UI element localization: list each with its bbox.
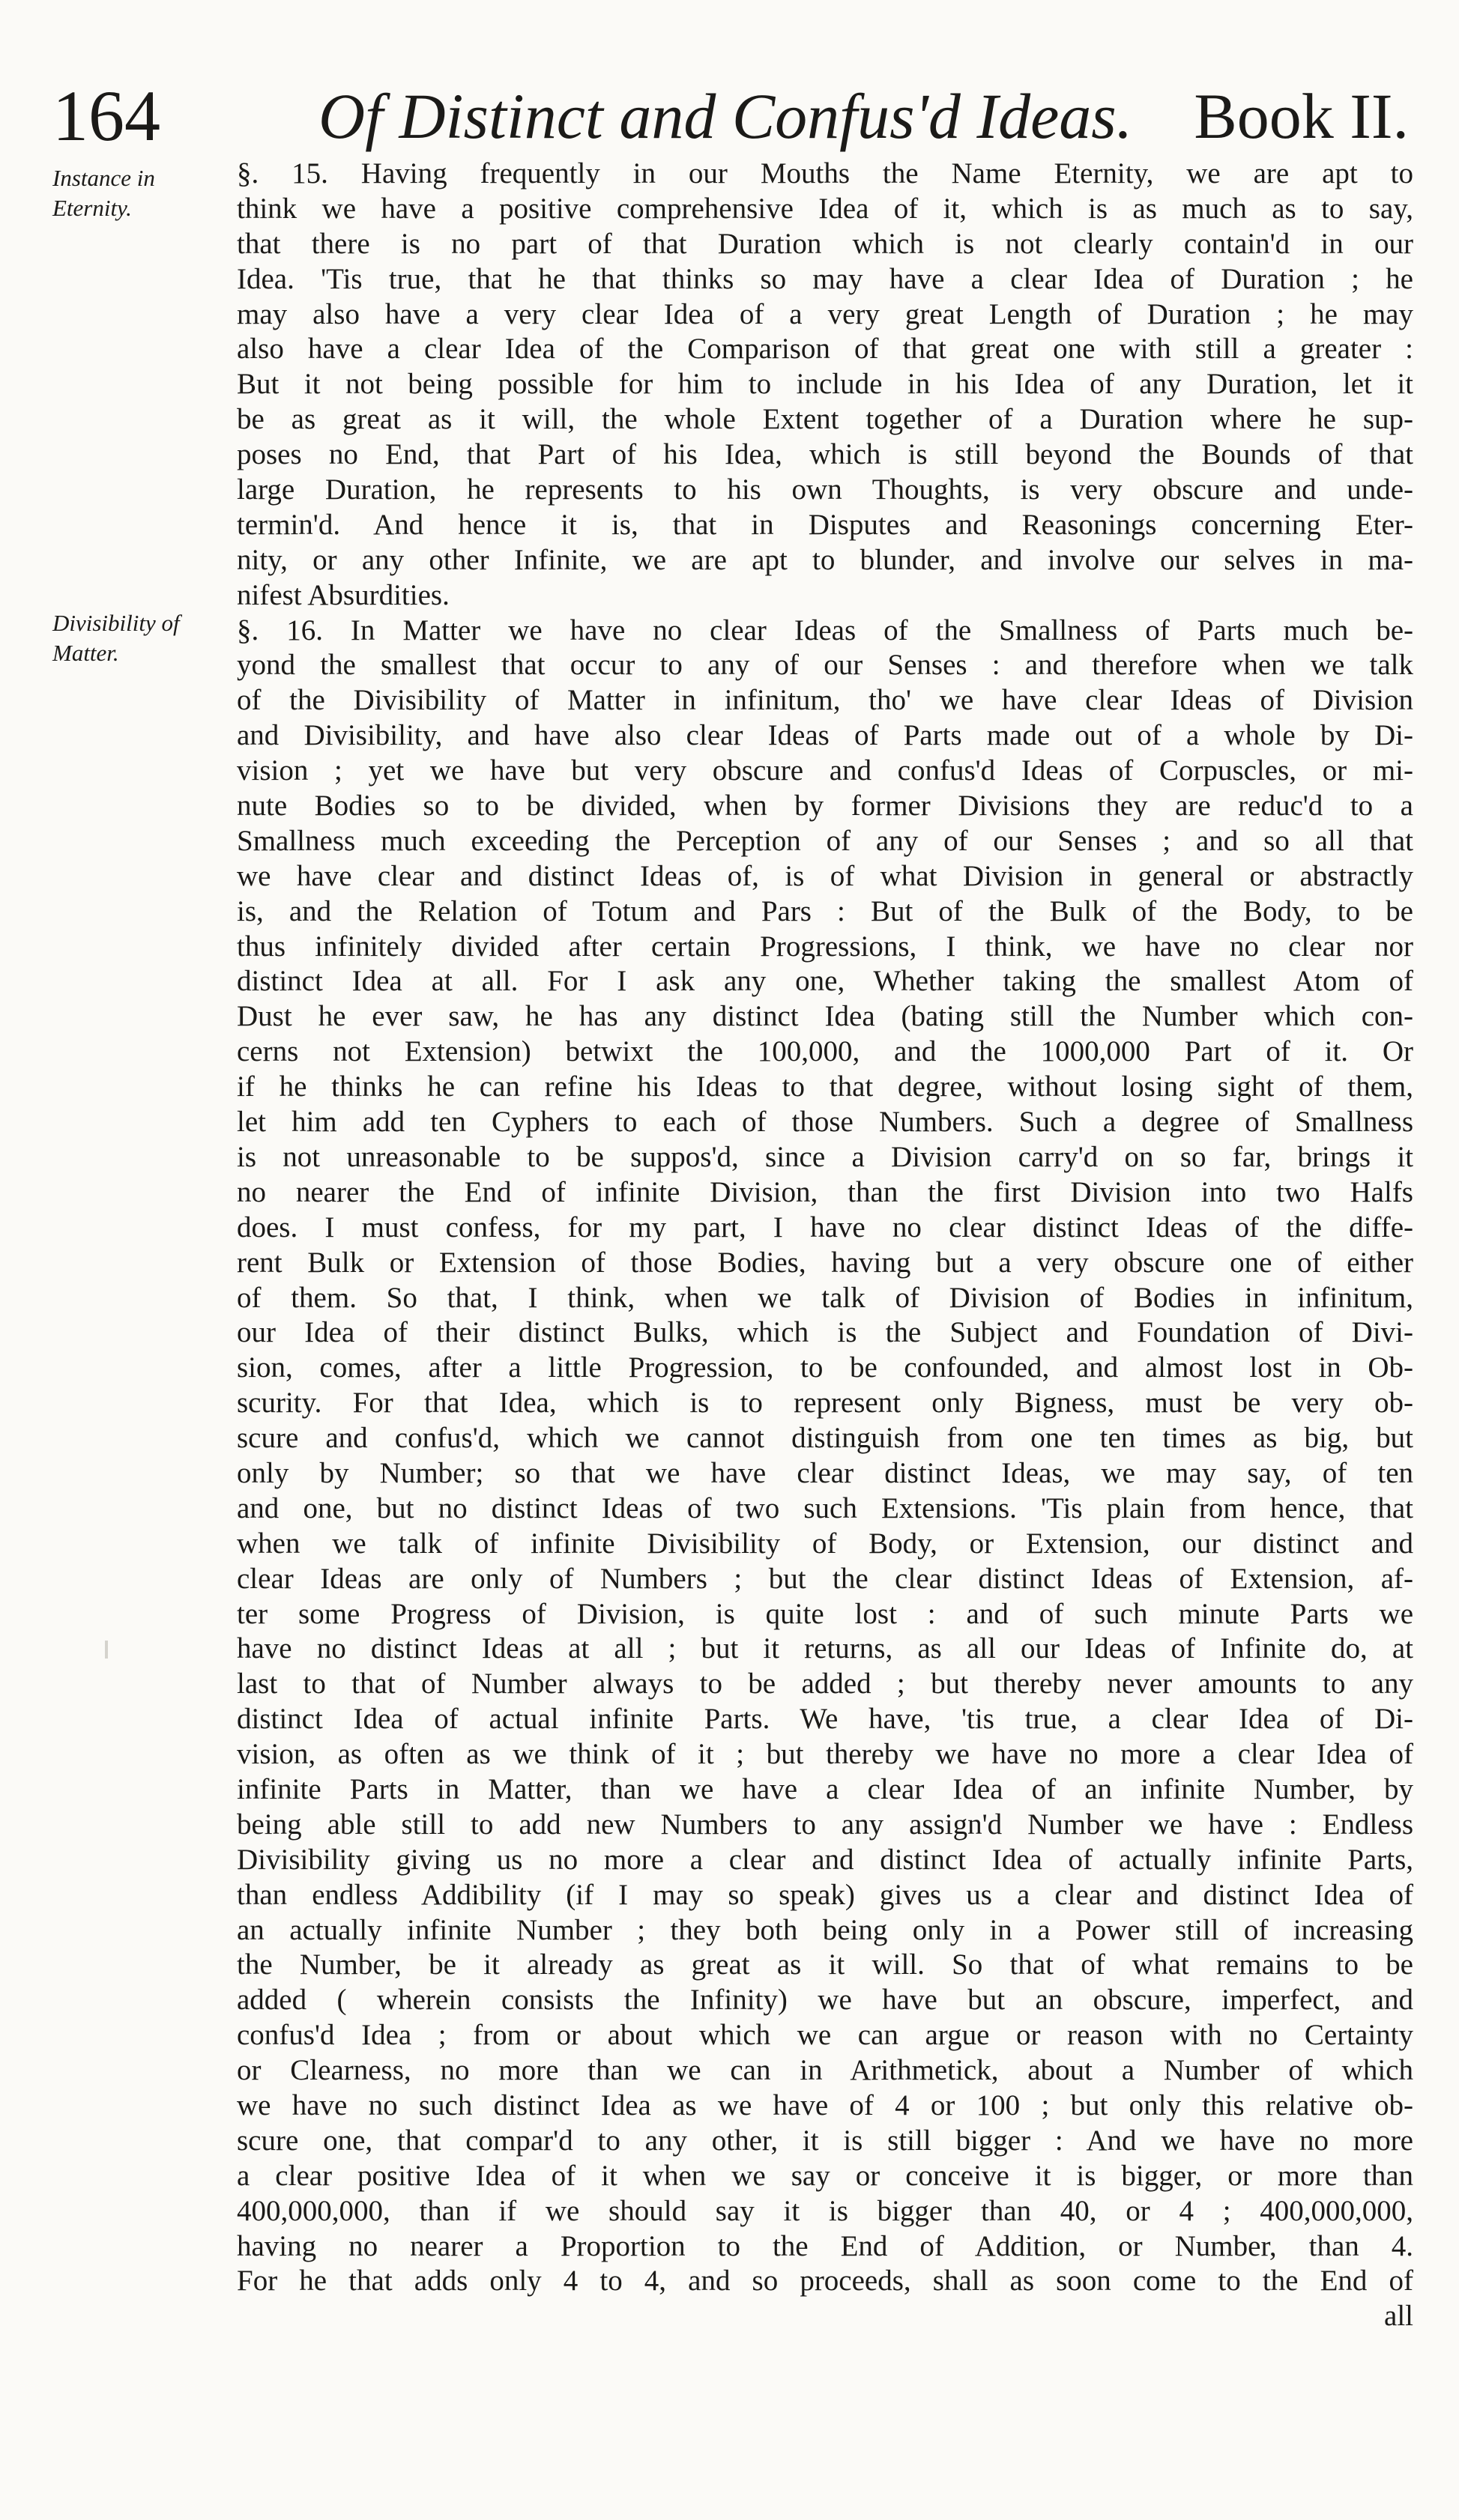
text-line: Idea. 'Tis true, that he that thinks so may have a clear Idea of Duration ; he: [237, 262, 1413, 295]
text-line: vision, as often as we think of it ; but thereby we have no more a clear Idea of: [237, 1738, 1413, 1771]
text-line: scure one, that compar'd to any other, it is still bigger : And we have no more: [237, 2124, 1413, 2157]
text-line: confus'd Idea ; from or about which we can argue or reason with no Certainty: [237, 2019, 1413, 2052]
text-line: having no nearer a Proportion to the End of Addition, or Number, than 4.: [237, 2229, 1413, 2262]
text-line: may also have a very clear Idea of a very great Length of Duration ; he may: [237, 297, 1413, 330]
text-line: of the Divisibility of Matter in infinitum, tho' we have clear Ideas of Division: [237, 684, 1413, 717]
text-line: have no distinct Ideas at all ; but it returns, as all our Ideas of Infinite do, at: [237, 1632, 1413, 1665]
text-line: if he thinks he can refine his Ideas to that degree, without losing sight of them,: [237, 1070, 1413, 1103]
text-line: §. 16. In Matter we have no clear Ideas of the Smallness of Parts much be-: [237, 614, 1413, 646]
text-line: clear Ideas are only of Numbers ; but the clear distinct Ideas of Extension, af-: [237, 1562, 1413, 1595]
paragraph-eternity: [237, 157, 1413, 614]
text-line: yond the smallest that occur to any of our Senses : and therefore when we talk: [237, 649, 1413, 682]
text-line: termin'd. And hence it is, that in Disputes and Reasonings concerning Eter-: [237, 508, 1413, 541]
text-line: the Number, be it already as great as it will. So that of what remains to be: [237, 1948, 1413, 1981]
text-line: nifest Absurdities.: [237, 578, 450, 611]
text-line: Divisibility giving us no more a clear and distinct Idea of actually infinite Parts,: [237, 1843, 1413, 1876]
text-line: rent Bulk or Extension of those Bodies, having but a very obscure one of either: [237, 1246, 1413, 1279]
text-line: when we talk of infinite Divisibility of Body, or Extension, our distinct and: [237, 1527, 1413, 1560]
text-line: distinct Idea at all. For I ask any one, Whether taking the smallest Atom of: [237, 965, 1413, 998]
margin-note-eternity: [52, 163, 225, 223]
text-line: being able still to add new Numbers to any assign'd Number we have : Endless: [237, 1808, 1413, 1841]
text-line: think we have a positive comprehensive Idea of it, which is as much as to say,: [237, 192, 1413, 225]
text-line: scurity. For that Idea, which is to represent only Bigness, must be very ob-: [237, 1387, 1413, 1420]
text-line: does. I must confess, for my part, I have no clear distinct Ideas of the diffe-: [237, 1211, 1413, 1244]
text-line: nity, or any other Infinite, we are apt to blunder, and involve our selves in ma-: [237, 543, 1413, 576]
text-line: thus infinitely divided after certain Progressions, I think, we have no clear nor: [237, 930, 1413, 963]
catchword: all: [1384, 2300, 1413, 2333]
text-line: 400,000,000, than if we should say it is bigger than 40, or 4 ; 400,000,000,: [237, 2194, 1413, 2227]
running-header: [52, 75, 1409, 157]
margin-note-line: Eternity.: [52, 195, 132, 221]
bleed-through-mark: [105, 1641, 108, 1659]
text-line: is, and the Relation of Totum and Pars : But of the Bulk of the Body, to be: [237, 894, 1413, 927]
text-line: distinct Idea of actual infinite Parts. We have, 'tis true, a clear Idea of Di-: [237, 1703, 1413, 1736]
text-line: nute Bodies so to be divided, when by former Divisions they are reduc'd to a: [237, 790, 1413, 823]
text-line: ter some Progress of Division, is quite lost : and of such minute Parts we: [237, 1597, 1413, 1630]
text-line: Dust he ever saw, he has any distinct Idea (bating still the Number which con-: [237, 1000, 1413, 1033]
margin-note-line: Matter.: [52, 640, 119, 666]
text-line: vision ; yet we have but very obscure and confus'd Ideas of Corpuscles, or mi-: [237, 754, 1413, 787]
text-line: large Duration, he represents to his own Thoughts, is very obscure and unde-: [237, 473, 1413, 506]
text-line: added ( wherein consists the Infinity) we have but an obscure, imperfect, and: [237, 1984, 1413, 2017]
text-line: that there is no part of that Duration which is not clearly contain'd in our: [237, 227, 1413, 260]
text-line: is not unreasonable to be suppos'd, since a Division carry'd on so far, brings it: [237, 1140, 1413, 1173]
text-line: But it not being possible for him to include in his Idea of any Duration, let it: [237, 368, 1413, 401]
text-line: no nearer the End of infinite Division, than the first Division into two Halfs: [237, 1175, 1413, 1208]
text-line: and one, but no distinct Ideas of two such Extensions. 'Tis plain from hence, that: [237, 1491, 1413, 1524]
text-line: and Divisibility, and have also clear Ideas of Parts made out of a whole by Di-: [237, 719, 1413, 752]
text-line: we have no such distinct Idea as we have of 4 or 100 ; but only this relative ob-: [237, 2089, 1413, 2121]
page-number: 164: [52, 76, 160, 156]
book-number: Book II.: [1194, 80, 1409, 152]
text-line: last to that of Number always to be added ; but thereby never amounts to any: [237, 1668, 1413, 1700]
text-line: of them. So that, I think, when we talk of Division of Bodies in infinitum,: [237, 1281, 1413, 1314]
margin-note-line: Divisibility of: [52, 610, 180, 636]
text-line: a clear positive Idea of it when we say or conceive it is bigger, or more than: [237, 2159, 1413, 2192]
margin-note-line: Instance in: [52, 165, 155, 191]
text-line: infinite Parts in Matter, than we have a clear Idea of an infinite Number, by: [237, 1772, 1413, 1805]
text-line: we have clear and distinct Ideas of, is of what Division in general or abstractly: [237, 859, 1413, 892]
text-line: scure and confus'd, which we cannot distinguish from one ten times as big, but: [237, 1422, 1413, 1455]
running-title-text: Of Distinct and Confus'd Ideas.: [318, 80, 1133, 152]
text-line: also have a clear Idea of the Comparison of that great one with still a greater :: [237, 333, 1413, 366]
text-line: §. 15. Having frequently in our Mouths the Name Eternity, we are apt to: [237, 157, 1413, 190]
text-line: than endless Addibility (if I may so speak) gives us a clear and distinct Idea of: [237, 1878, 1413, 1911]
text-line: poses no End, that Part of his Idea, which is still beyond the Bounds of that: [237, 438, 1413, 471]
text-line: sion, comes, after a little Progression, to be confounded, and almost lost in Ob-: [237, 1351, 1413, 1384]
text-line: For he that adds only 4 to 4, and so proceeds, shall as soon come to the End of: [237, 2265, 1413, 2298]
text-line: only by Number; so that we have clear distinct Ideas, we may say, of ten: [237, 1456, 1413, 1489]
text-line: our Idea of their distinct Bulks, which is the Subject and Foundation of Divi-: [237, 1316, 1413, 1349]
text-line: cerns not Extension) betwixt the 100,000, and the 1000,000 Part of it. Or: [237, 1035, 1413, 1068]
text-line: an actually infinite Number ; they both being only in a Power still of increasing: [237, 1913, 1413, 1946]
text-line: or Clearness, no more than we can in Arithmetick, about a Number of which: [237, 2054, 1413, 2087]
paragraph-divisibility: [237, 614, 1413, 2300]
text-line: let him add ten Cyphers to each of those Numbers. Such a degree of Smallness: [237, 1106, 1413, 1139]
text-line: Smallness much exceeding the Perception of any of our Senses ; and so all that: [237, 824, 1413, 857]
margin-note-divisibility: [52, 608, 225, 668]
text-line: be as great as it will, the whole Extent together of a Duration where he sup-: [237, 403, 1413, 436]
running-title: [318, 75, 1132, 157]
body-text: [237, 157, 1413, 2334]
